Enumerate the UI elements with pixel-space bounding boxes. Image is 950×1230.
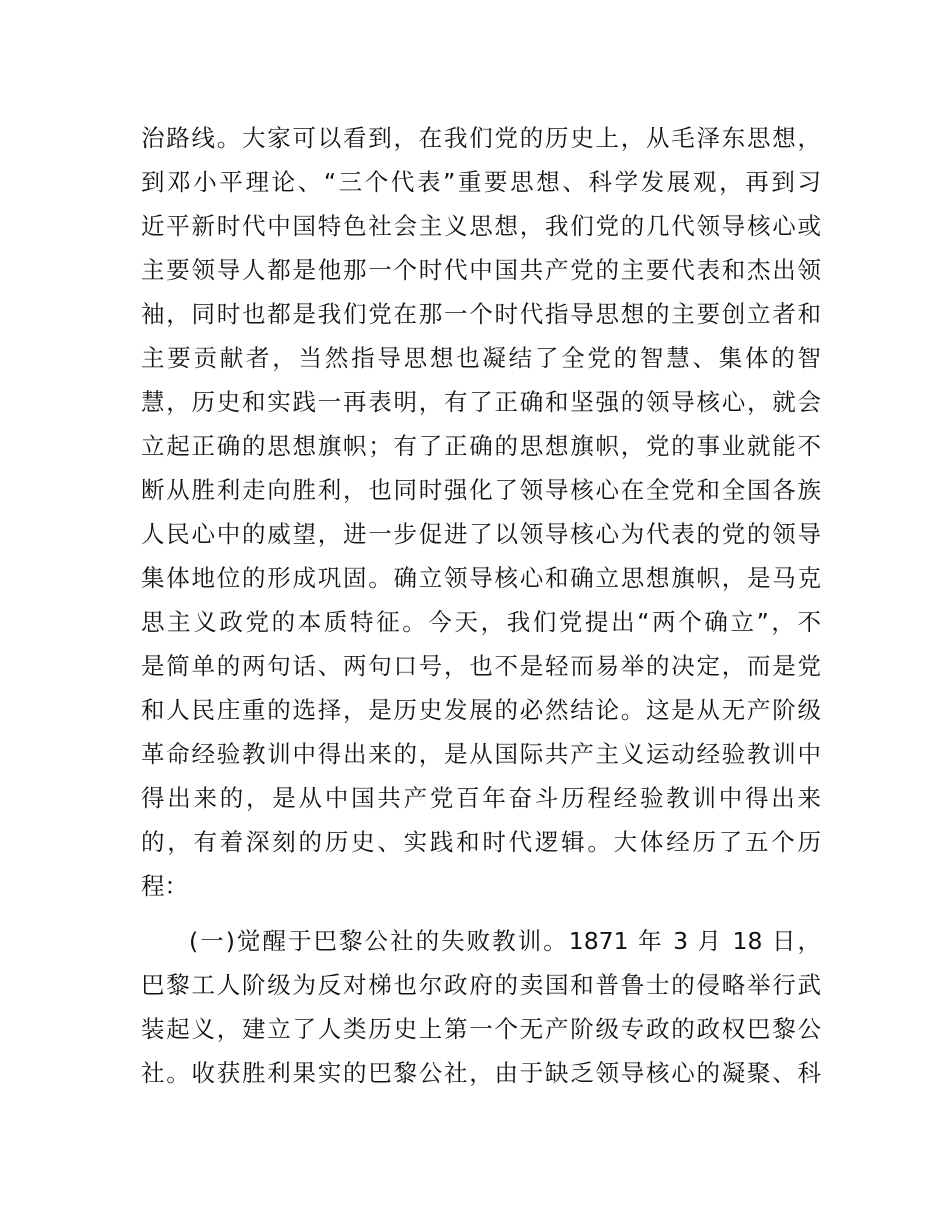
text-line: (一)觉醒于巴黎公社的失败教训。1871 年 3 月 18 日，: [189, 927, 821, 955]
text-line: 是简单的两句话、两句口号，也不是轻而易举的决定，而是党: [141, 652, 821, 680]
text-line: 的，有着深刻的历史、实践和时代逻辑。大体经历了五个历: [141, 828, 821, 856]
text-line: 慧，历史和实践一再表明，有了正确和坚强的领导核心，就会: [141, 388, 821, 416]
text-line: 得出来的，是从中国共产党百年奋斗历程经验教训中得出来: [141, 784, 821, 812]
text-line: 立起正确的思想旗帜；有了正确的思想旗帜，党的事业就能不: [141, 432, 821, 460]
text-line: 社。收获胜利果实的巴黎公社，由于缺乏领导核心的凝聚、科: [141, 1059, 821, 1087]
text-line: 巴黎工人阶级为反对梯也尔政府的卖国和普鲁士的侵略举行武: [141, 971, 821, 999]
text-line: 装起义，建立了人类历史上第一个无产阶级专政的政权巴黎公: [141, 1015, 821, 1043]
text-line: 近平新时代中国特色社会主义思想，我们党的几代领导核心或: [141, 212, 821, 240]
text-line: 和人民庄重的选择，是历史发展的必然结论。这是从无产阶级: [141, 696, 821, 724]
text-line: 思主义政党的本质特征。今天，我们党提出“两个确立”，不: [141, 608, 821, 636]
text-line: 到邓小平理论、“三个代表”重要思想、科学发展观，再到习: [141, 168, 821, 196]
text-line: 主要领导人都是他那一个时代中国共产党的主要代表和杰出领: [141, 256, 821, 284]
text-line: 主要贡献者，当然指导思想也凝结了全党的智慧、集体的智: [141, 344, 821, 372]
text-line: 断从胜利走向胜利，也同时强化了领导核心在全党和全国各族: [141, 476, 821, 504]
text-line: 袖，同时也都是我们党在那一个时代指导思想的主要创立者和: [141, 300, 821, 328]
text-line: 革命经验教训中得出来的，是从国际共产主义运动经验教训中: [141, 740, 821, 768]
text-line: 程：: [141, 872, 188, 900]
text-line: 治路线。大家可以看到，在我们党的历史上，从毛泽东思想，: [141, 124, 821, 152]
text-line: 人民心中的威望，进一步促进了以领导核心为代表的党的领导: [141, 520, 821, 548]
text-line: 集体地位的形成巩固。确立领导核心和确立思想旗帜，是马克: [141, 564, 821, 592]
